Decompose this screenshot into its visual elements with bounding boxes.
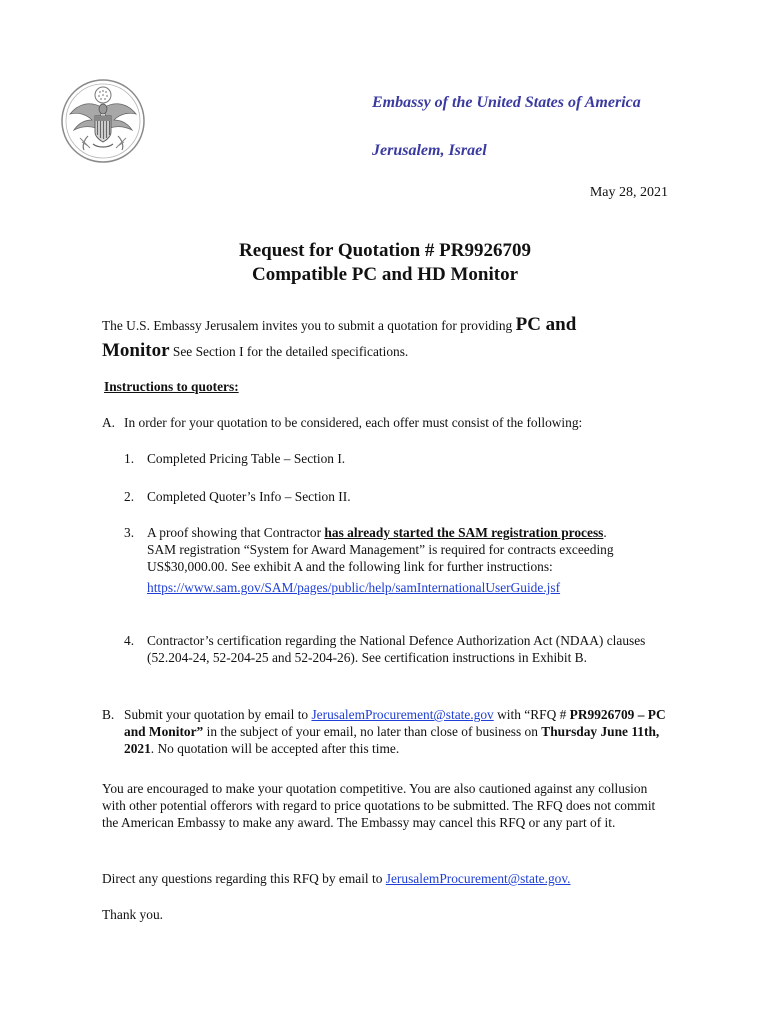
- questions-email-link[interactable]: JerusalemProcurement@state.gov.: [385, 871, 571, 886]
- list-text: Contractor’s certification regarding the National Defence Authorization Act (NDAA) clauses (52.204-24, 52-204-25 and 52-204-26). See certification instructions in Exhibit B.: [147, 633, 646, 665]
- deadline-date: Thursday June 11th, 2021: [124, 724, 660, 756]
- embassy-location: Jerusalem, Israel: [372, 142, 487, 159]
- section-b-text4: . No quotation will be accepted after this time.: [150, 741, 400, 756]
- list-text: [147, 524, 674, 596]
- intro-paragraph: [102, 312, 682, 364]
- section-a-text: In order for your quotation to be considered, each offer must consist of the following:: [124, 415, 583, 430]
- section-a-letter: A.: [102, 415, 116, 430]
- closing-text: Thank you.: [102, 907, 163, 922]
- list-item: [124, 524, 674, 596]
- section-a: [102, 414, 677, 431]
- list-item: [124, 632, 674, 666]
- document-date: May 28, 2021: [589, 185, 668, 200]
- intro-text: The U.S. Embassy Jerusalem invites you to submit a quotation for providing: [102, 318, 513, 333]
- sam-guide-link[interactable]: https://www.sam.gov/SAM/pages/public/help/samInternationalUserGuide.jsf: [147, 580, 561, 595]
- item3-period: .: [603, 525, 607, 540]
- embassy-seal-logo: [60, 78, 146, 164]
- list-number: 3.: [124, 525, 135, 540]
- section-b-text: [124, 706, 677, 757]
- section-b-letter: B.: [102, 707, 115, 722]
- embassy-name: Embassy of the United States of America: [372, 94, 641, 111]
- questions-paragraph: [102, 870, 682, 887]
- section-b-text3: in the subject of your email, no later than close of business on: [206, 724, 538, 739]
- intro-emphasis-pc: PC and: [515, 314, 577, 335]
- list-number: 2.: [124, 489, 135, 504]
- list-number: 4.: [124, 633, 135, 648]
- intro-emphasis-monitor: Monitor: [102, 340, 170, 361]
- item3-text: A proof showing that Contractor: [147, 525, 322, 540]
- email-subject: PR9926709 – PC and Monitor”: [124, 707, 666, 739]
- list-text: Completed Quoter’s Info – Section II.: [147, 489, 351, 504]
- item3-details: SAM registration “System for Award Management” is required for contracts exceeding US$30,000.00. See exhibit A and the following link for further instructions:: [147, 542, 614, 574]
- section-b: [102, 706, 677, 757]
- list-number: 1.: [124, 451, 135, 466]
- section-b-text1: Submit your quotation by email to: [124, 707, 309, 722]
- intro-text-after: See Section I for the detailed specifications.: [172, 344, 409, 359]
- page-subtitle: Compatible PC and HD Monitor: [252, 264, 518, 285]
- page-title: Request for Quotation # PR9926709: [238, 240, 532, 261]
- list-text: Completed Pricing Table – Section I.: [147, 451, 346, 466]
- competitive-paragraph: You are encouraged to make your quotation competitive. You are also cautioned against any collusion with other potential offerors with regard to price quotations to be submitted. The RFQ does not commit the American Embassy to make any award. The Embassy may cancel this RFQ or any part of it.: [102, 781, 656, 830]
- list-item: [124, 450, 674, 467]
- section-b-text2: with “RFQ #: [497, 707, 567, 722]
- list-item: [124, 488, 674, 505]
- instructions-heading: Instructions to quoters:: [104, 379, 239, 394]
- questions-text: Direct any questions regarding this RFQ by email to: [102, 871, 383, 886]
- procurement-email-link[interactable]: JerusalemProcurement@state.gov: [311, 707, 494, 722]
- item3-emphasis: has already started the SAM registration process: [324, 525, 604, 540]
